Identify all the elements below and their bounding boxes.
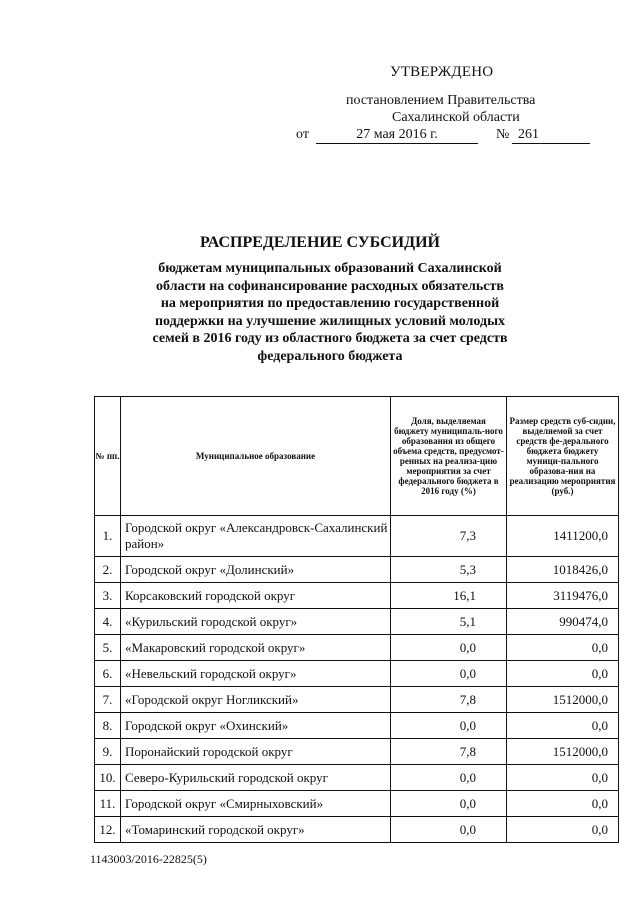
cell-num: 7.	[95, 687, 121, 713]
col-header-share: Доля, выделяемая бюджету муниципаль-ного образования из общего объема средств, предусмот-ренных на реализа-цию мероприятия за счет федерального бюджета в 2016 году (%)	[391, 397, 507, 516]
cell-num: 8.	[95, 713, 121, 739]
table-row	[95, 713, 619, 739]
cell-amount: 1411200,0	[507, 516, 619, 557]
cell-municipality: Городской округ «Долинский»	[121, 557, 391, 583]
document-footer-id: 1143003/2016-22825(5)	[90, 852, 207, 866]
document-subtitle: бюджетам муниципальных образований Сахалинской области на софинансирование расходных обязательств на мероприятия по предоставлению государственной поддержки на улучшение жилищных условий молодых семей в 2016 году из областного бюджета за счет средств федерального бюджета	[152, 261, 508, 364]
cell-share: 5,1	[391, 609, 507, 635]
cell-municipality: Городской округ «Охинский»	[121, 713, 391, 739]
cell-municipality: Поронайский городской округ	[121, 739, 391, 765]
cell-num: 9.	[95, 739, 121, 765]
cell-num: 6.	[95, 661, 121, 687]
cell-share: 5,3	[391, 557, 507, 583]
approved-stamp: УТВЕРЖДЕНО	[390, 64, 494, 80]
document-title: РАСПРЕДЕЛЕНИЕ СУБСИДИЙ	[199, 234, 440, 251]
cell-share: 7,8	[391, 739, 507, 765]
table-row	[95, 661, 619, 687]
cell-amount: 0,0	[507, 765, 619, 791]
from-label: от	[296, 127, 309, 142]
decree-line-2: Сахалинской области	[392, 110, 520, 125]
table-body	[95, 516, 619, 843]
cell-num: 11.	[95, 791, 121, 817]
cell-municipality: «Макаровский городской округ»	[121, 635, 391, 661]
table-row	[95, 609, 619, 635]
col-header-num: № пп.	[95, 397, 121, 516]
subsidy-table	[94, 396, 619, 843]
cell-share: 7,8	[391, 687, 507, 713]
cell-share: 7,3	[391, 516, 507, 557]
cell-share: 0,0	[391, 661, 507, 687]
cell-amount: 0,0	[507, 635, 619, 661]
table-row	[95, 557, 619, 583]
cell-num: 1.	[95, 516, 121, 557]
cell-share: 16,1	[391, 583, 507, 609]
cell-amount: 1512000,0	[507, 687, 619, 713]
cell-num: 4.	[95, 609, 121, 635]
cell-municipality: Северо-Курильский городской округ	[121, 765, 391, 791]
table-row	[95, 765, 619, 791]
cell-amount: 990474,0	[507, 609, 619, 635]
number-label: №	[496, 127, 510, 142]
cell-amount: 0,0	[507, 817, 619, 843]
cell-amount: 0,0	[507, 661, 619, 687]
cell-num: 10.	[95, 765, 121, 791]
cell-num: 5.	[95, 635, 121, 661]
table-row	[95, 791, 619, 817]
cell-share: 0,0	[391, 713, 507, 739]
cell-num: 2.	[95, 557, 121, 583]
cell-amount: 0,0	[507, 791, 619, 817]
cell-share: 0,0	[391, 635, 507, 661]
cell-num: 12.	[95, 817, 121, 843]
table-row	[95, 739, 619, 765]
cell-municipality: «Невельский городской округ»	[121, 661, 391, 687]
cell-amount: 0,0	[507, 713, 619, 739]
cell-municipality: «Томаринский городской округ»	[121, 817, 391, 843]
decree-date-number	[296, 127, 596, 147]
cell-municipality: «Городской округ Ногликский»	[121, 687, 391, 713]
table-row	[95, 516, 619, 557]
cell-municipality: Корсаковский городской округ	[121, 583, 391, 609]
cell-amount: 3119476,0	[507, 583, 619, 609]
cell-num: 3.	[95, 583, 121, 609]
table-row	[95, 583, 619, 609]
cell-municipality: Городской округ «Смирныховский»	[121, 791, 391, 817]
cell-share: 0,0	[391, 791, 507, 817]
table-row	[95, 635, 619, 661]
table-row	[95, 817, 619, 843]
col-header-amount: Размер средств суб-сидии, выделяемой за счет средств фе-дерального бюджета бюджету муници-пального образова-ния на реализацию мероприятия (руб.)	[507, 397, 619, 516]
table-row	[95, 687, 619, 713]
decree-date: 27 мая 2016 г.	[316, 127, 478, 144]
cell-share: 0,0	[391, 765, 507, 791]
cell-amount: 1018426,0	[507, 557, 619, 583]
decree-number: 261	[512, 127, 590, 144]
cell-share: 0,0	[391, 817, 507, 843]
cell-municipality: «Курильский городской округ»	[121, 609, 391, 635]
col-header-municipality: Муниципальное образование	[121, 397, 391, 516]
decree-line-1: постановлением Правительства	[346, 93, 536, 108]
cell-municipality: Городской округ «Александровск-Сахалинский район»	[121, 516, 391, 557]
cell-amount: 1512000,0	[507, 739, 619, 765]
